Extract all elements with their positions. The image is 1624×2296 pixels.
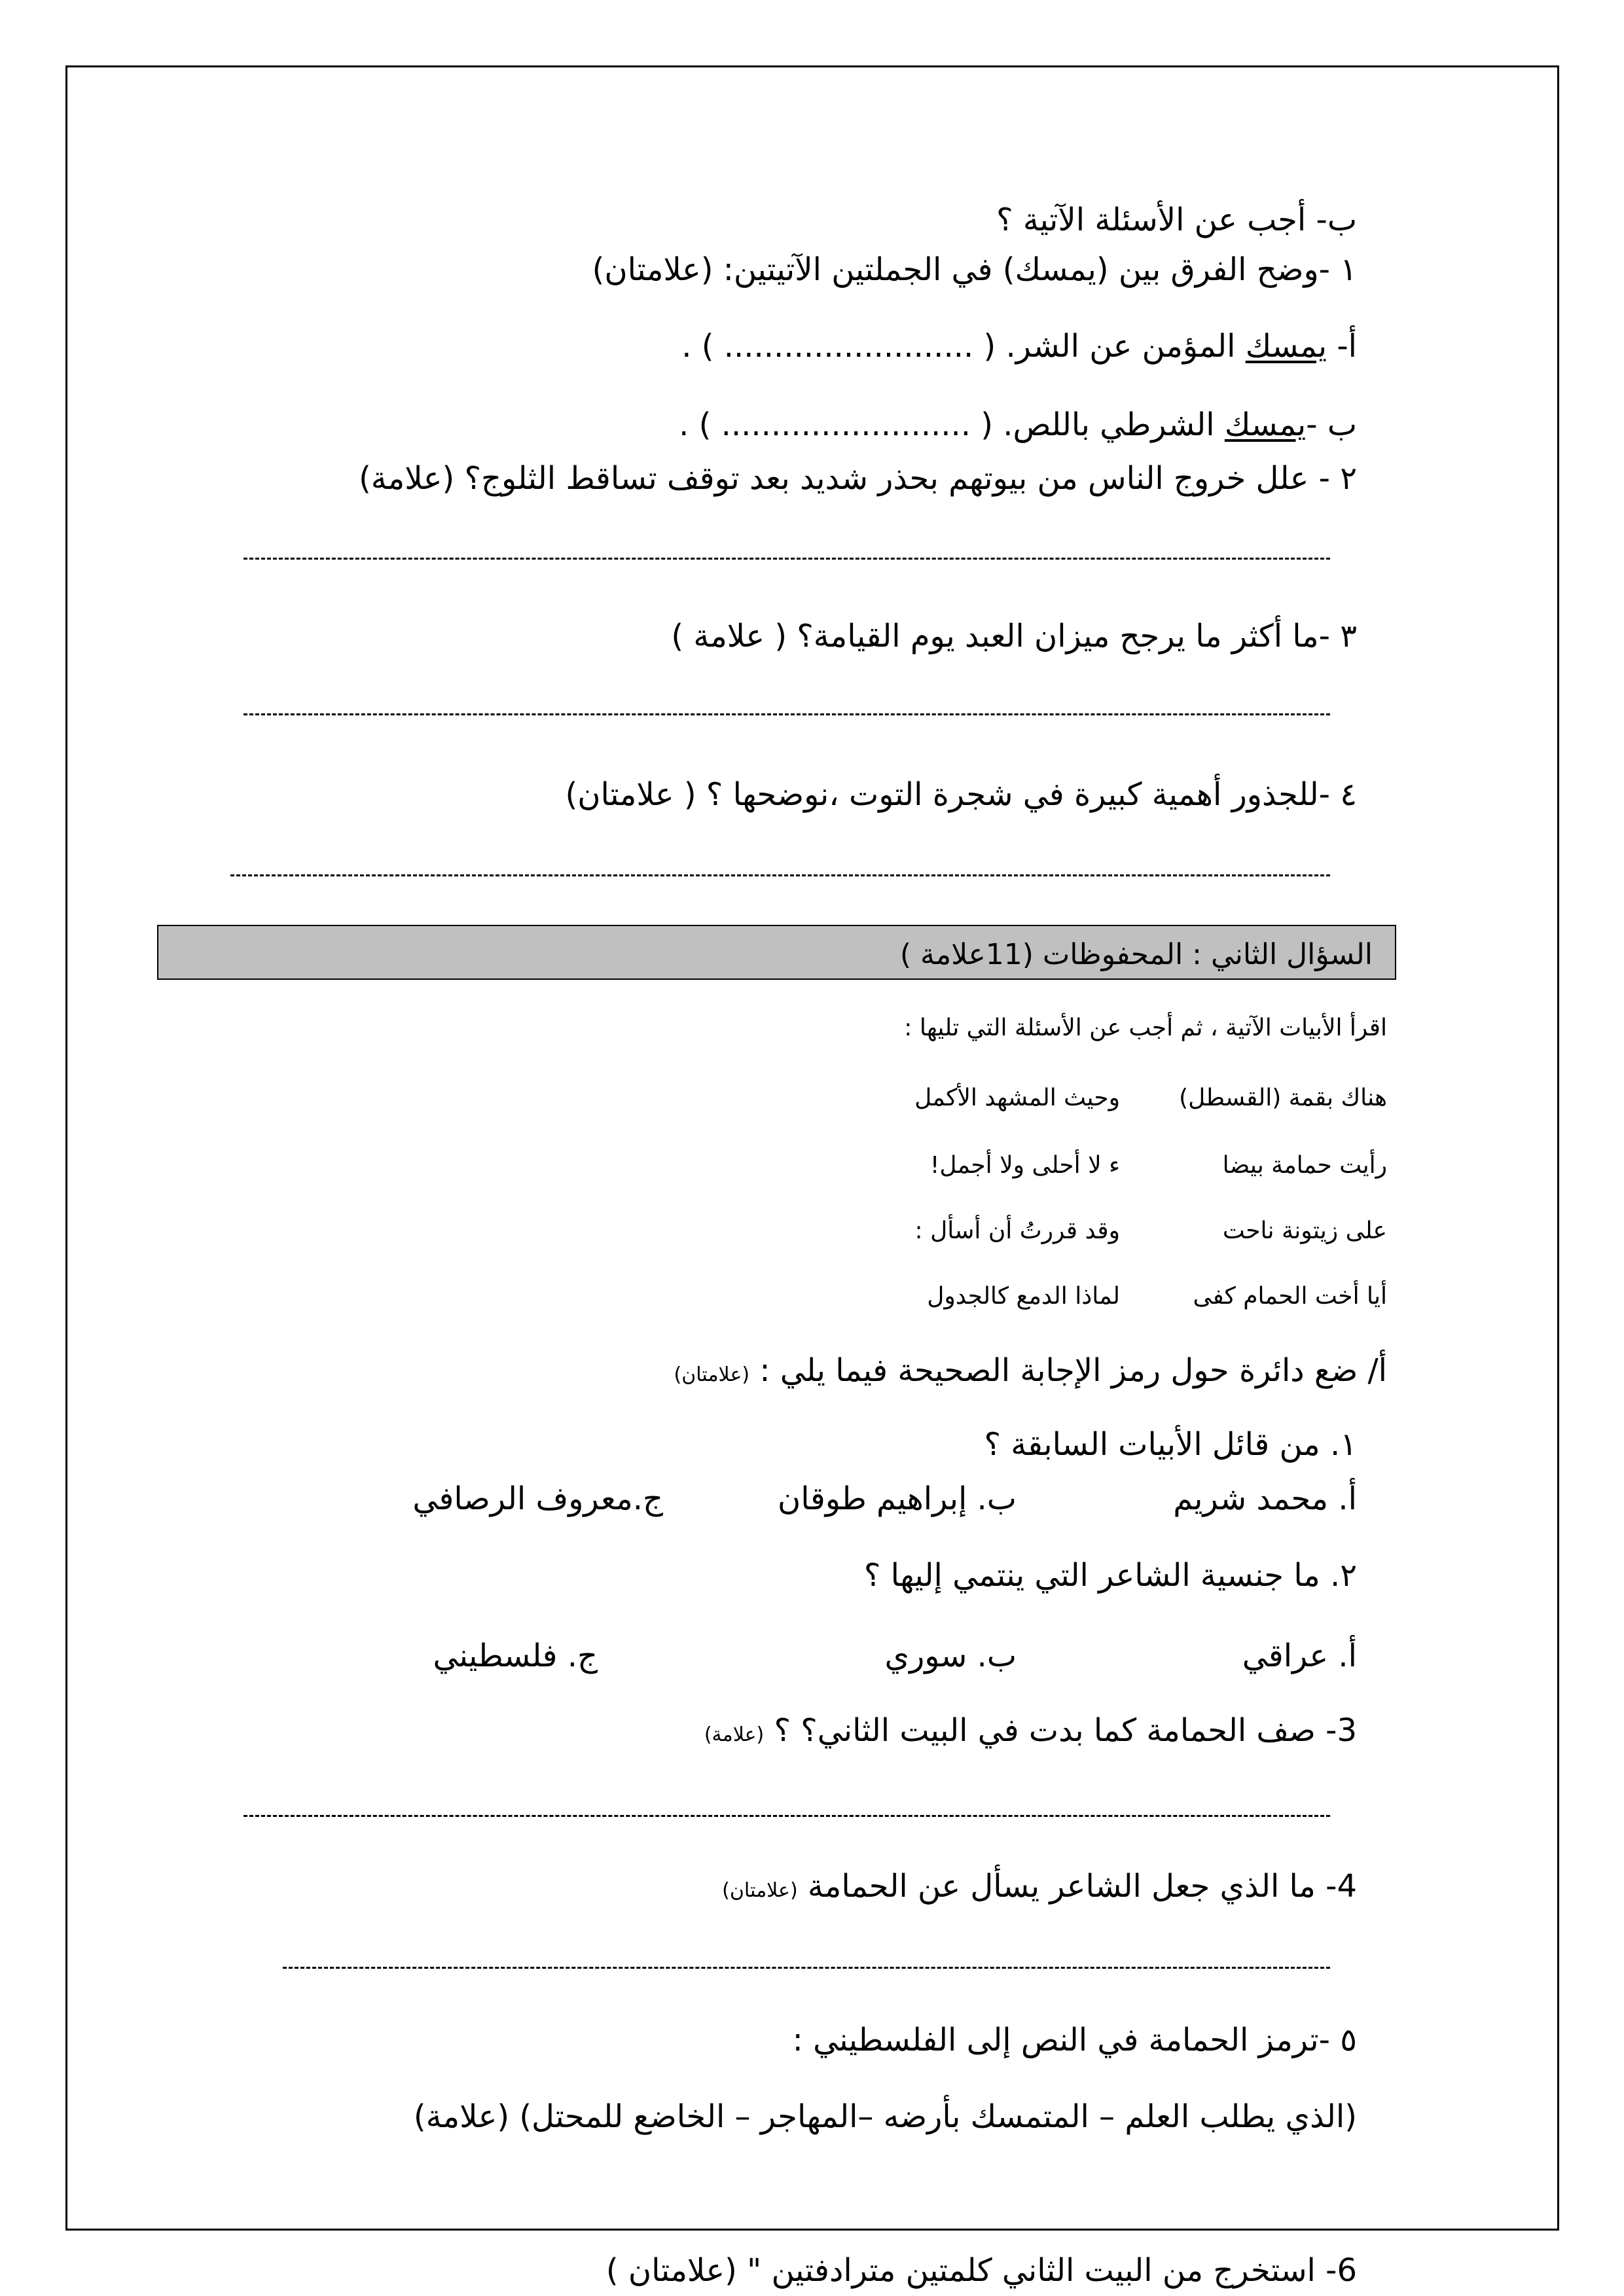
question-1: ١ -وضح الفرق بين (يمسك) في الجملتين الآتيتين: (علامتان) [592,251,1357,288]
question-1a-word: يمسك [1245,328,1327,365]
s2-question-5: ٥ -ترمز الحمامة في النص إلى الفلسطيني : [792,2022,1357,2058]
answer-line-3[interactable] [244,713,1330,715]
verse-2-right: رأيت حمامة بيضا [1222,1152,1387,1179]
verse-1-left: وحيث المشهد الأكمل [914,1085,1120,1111]
s2-question-4 [722,1868,1357,1905]
s2-question-3-main: 3- صف الحمامة كما بدت في البيت الثاني؟ ؟ [774,1712,1357,1749]
verse-2-left: ء لا أحلى ولا أجمل! [929,1152,1120,1179]
part-a-main: أ/ ضع دائرة حول رمز الإجابة الصحيحة فيما يلي : [759,1352,1387,1389]
section-2-title-bar [157,925,1396,980]
verse-4-right: أيا أخت الحمام كفى [1193,1283,1387,1310]
mc-2-option-a[interactable]: أ. عراقي [1242,1638,1357,1674]
question-1a-rest: المؤمن عن الشر. ( ......................... ) . [681,328,1246,365]
verse-3-left: وقد قررتُ أن أسأل : [914,1217,1120,1244]
s2-question-6: 6- استخرج من البيت الثاني كلمتين مترادفتين " (علامتان ) [605,2252,1357,2289]
verse-3-right: على زيتونة ناحت [1222,1217,1387,1244]
verse-1-right: هناك بقمة (القسطل) [1179,1085,1387,1111]
mc-1-option-a[interactable]: أ. محمد شريم [1173,1480,1357,1517]
s2-question-4-main: 4- ما الذي جعل الشاعر يسأل عن الحمامة [807,1868,1357,1905]
mc-1-option-b[interactable]: ب. إبراهيم طوقان [777,1480,1017,1517]
part-b-heading: ب- أجب عن الأسئلة الآتية ؟ [996,202,1357,238]
s2-answer-line-4[interactable] [283,1967,1330,1969]
s2-question-5-options: (الذي يطلب العلم – المتمسك بأرضه –المهاجر – الخاضع للمحتل) (علامة) [413,2098,1357,2135]
question-1b-word: يمسك [1224,406,1307,443]
part-a-instruction [674,1352,1387,1389]
question-1b [679,406,1357,443]
mc-2-option-b[interactable]: ب. سوري [884,1638,1017,1674]
mc-1-option-c[interactable]: ج.معروف الرصافي [412,1480,663,1517]
part-a-marks: (علامتان) [674,1363,750,1386]
mc-1-question: ١. من قائل الأبيات السابقة ؟ [984,1426,1357,1463]
question-3: ٣ -ما أكثر ما يرجح ميزان العبد يوم القيامة؟ ( علامة ) [671,618,1357,655]
mc-2-question: ٢. ما جنسية الشاعر التي ينتمي إليها ؟ [863,1557,1357,1594]
mc-2-option-c[interactable]: ج. فلسطيني [433,1638,598,1674]
s2-question-3-marks: (علامة) [704,1723,765,1746]
section-2-title: السؤال الثاني : المحفوظات (11علامة ) [899,938,1373,971]
verse-4-left: لماذا الدمع كالجدول [927,1283,1120,1310]
verses-instruction: اقرأ الأبيات الآتية ، ثم أجب عن الأسئلة التي تليها : [904,1014,1387,1041]
answer-line-4[interactable] [230,874,1330,876]
page-border [65,65,1559,2231]
s2-question-4-marks: (علامتان) [722,1879,798,1902]
question-1b-rest: الشرطي باللص. ( ......................... ) . [679,406,1225,443]
s2-answer-line-3[interactable] [244,1815,1330,1817]
question-1b-prefix: ب - [1306,406,1357,443]
question-2: ٢ - علل خروج الناس من بيوتهم بحذر شديد بعد توقف تساقط الثلوج؟ (علامة) [359,460,1357,497]
answer-line-2[interactable] [244,558,1330,560]
s2-question-3 [704,1712,1357,1749]
question-1a-prefix: أ- [1327,328,1357,365]
question-1a [681,328,1357,365]
question-4: ٤ -للجذور أهمية كبيرة في شجرة التوت ،نوضحها ؟ ( علامتان) [565,776,1357,813]
